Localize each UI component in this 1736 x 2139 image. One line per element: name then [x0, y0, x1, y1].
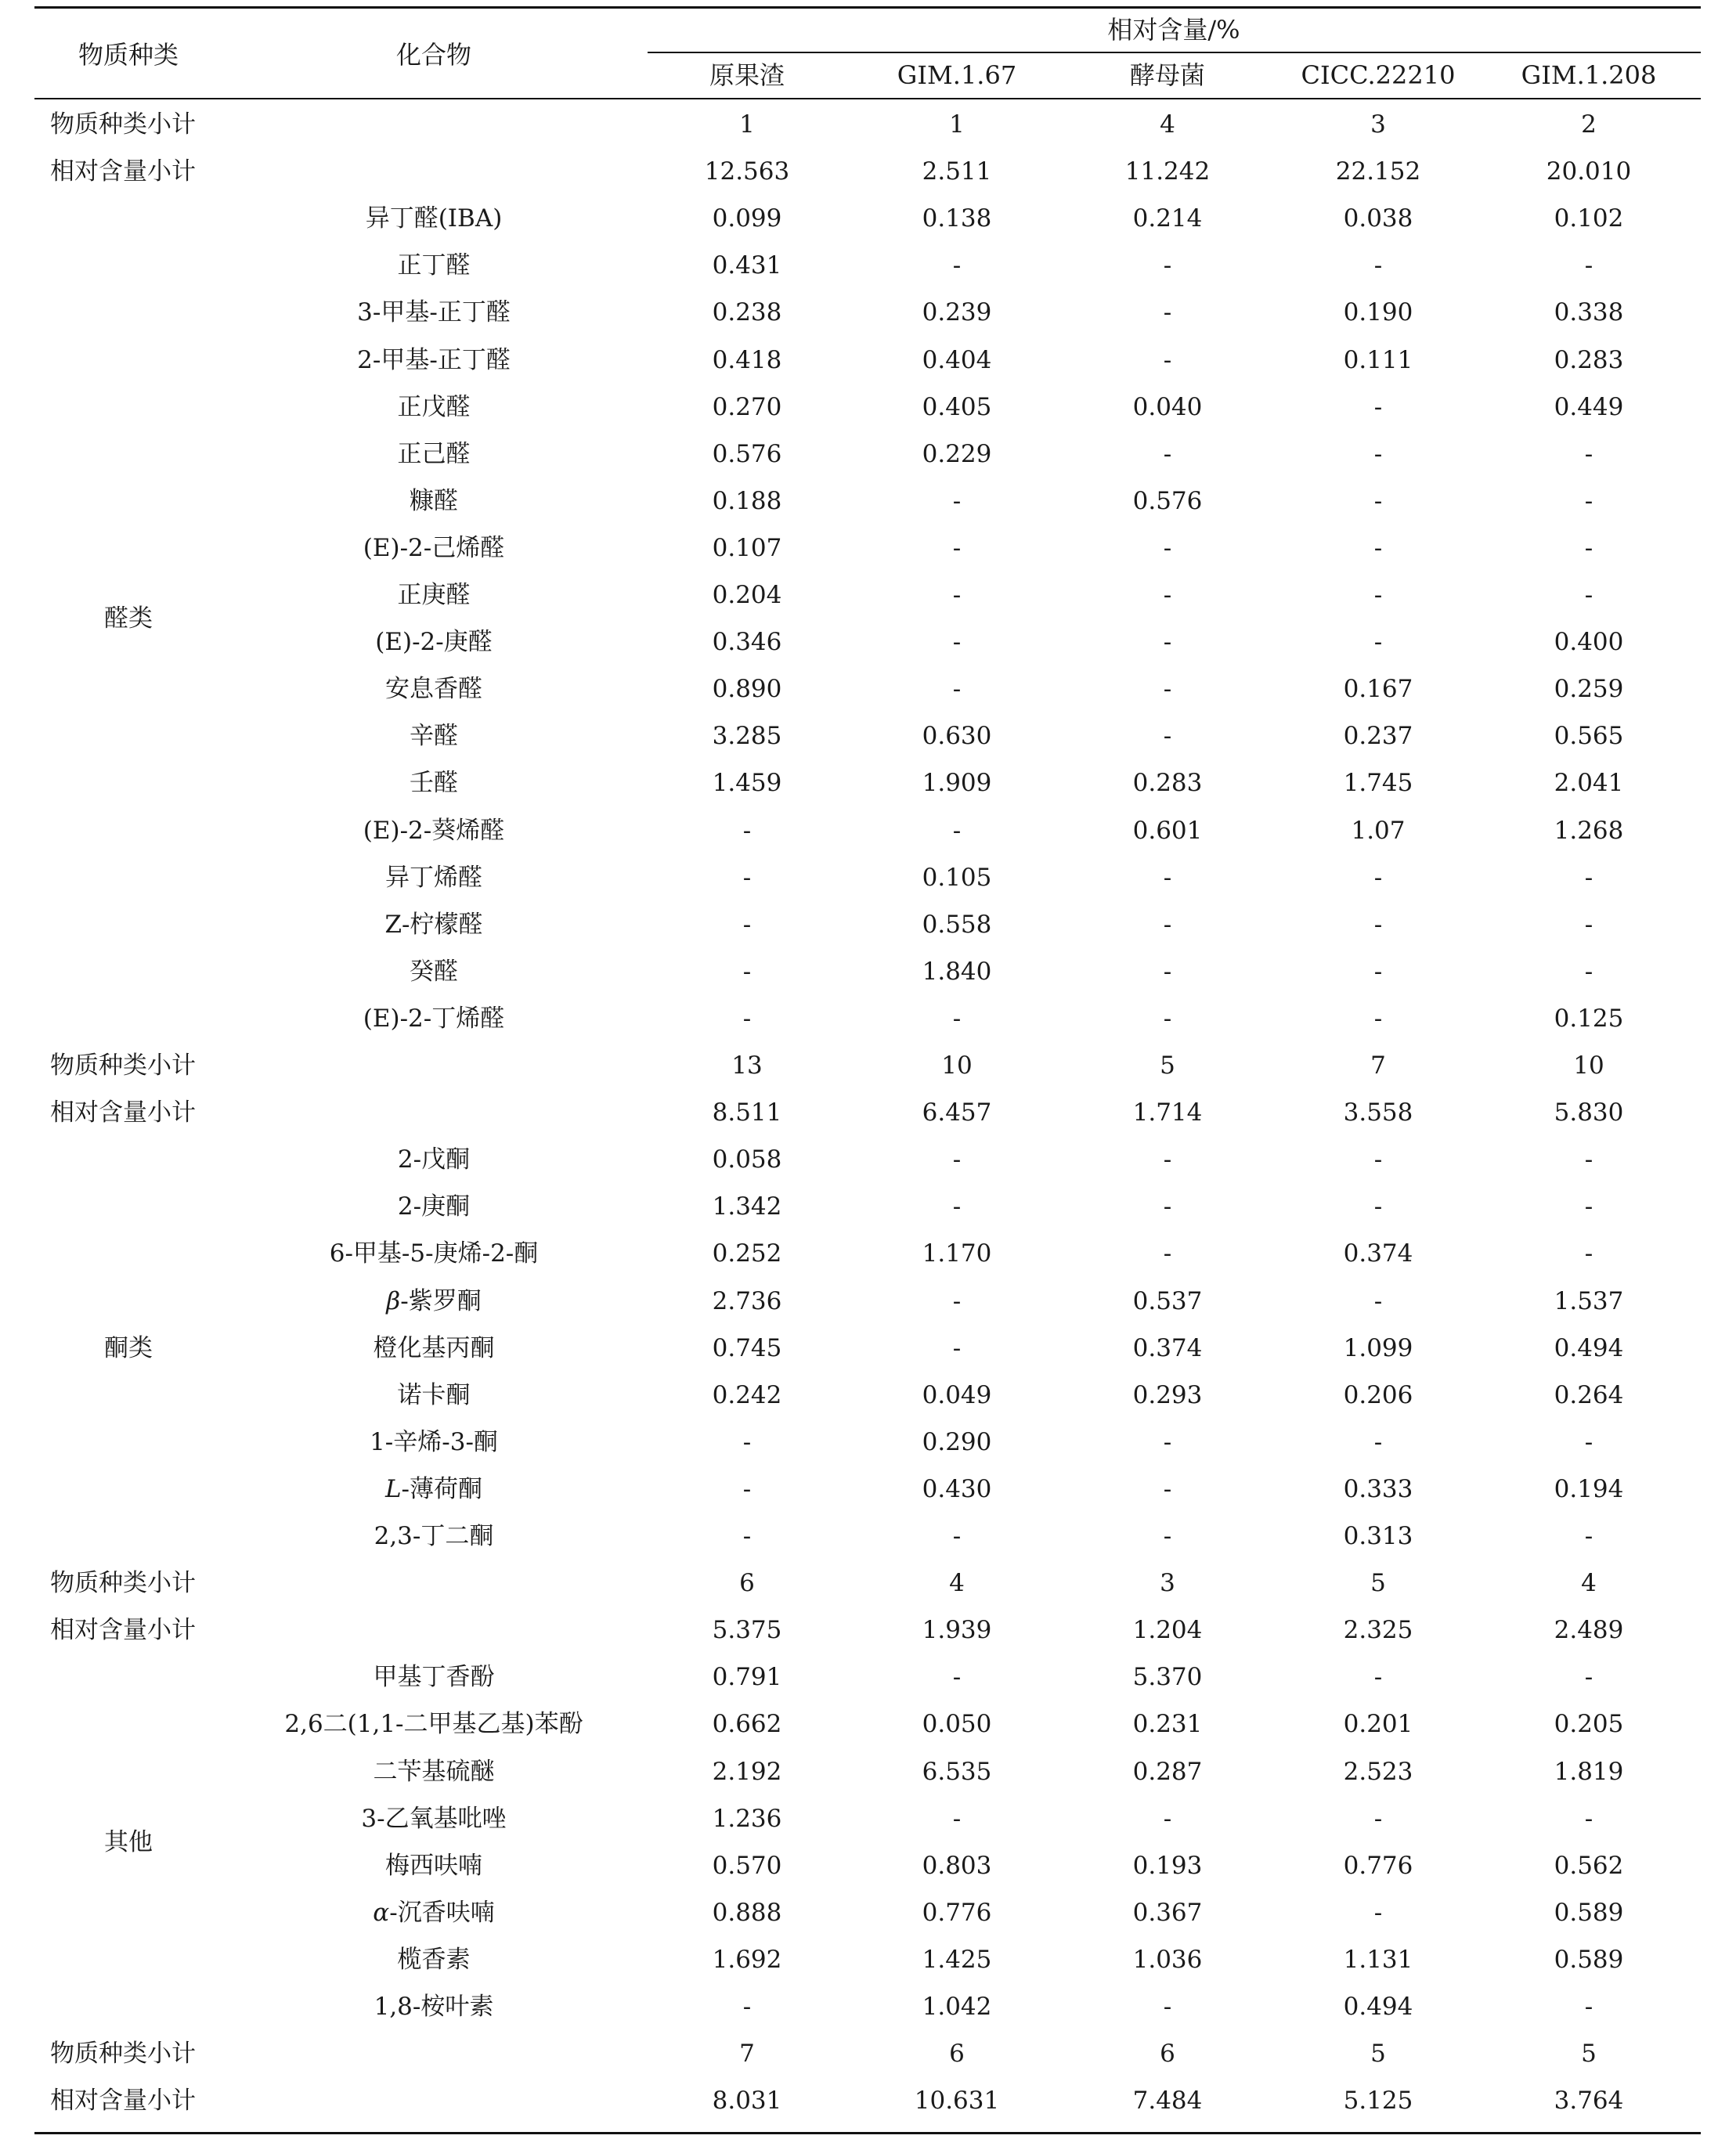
value-cell: -	[1163, 628, 1172, 657]
bottom-rule	[34, 2132, 1701, 2134]
compound-name: 二苄基硫醚	[373, 1757, 495, 1786]
value-cell: 0.105	[922, 863, 992, 892]
value-cell: 0.558	[922, 910, 992, 939]
value-cell: -	[1163, 957, 1172, 986]
compound-name	[386, 1286, 482, 1315]
value-cell: 2.511	[922, 157, 992, 186]
value-cell: 4	[949, 1569, 965, 1598]
value-cell: 0.188	[712, 486, 782, 515]
value-cell: 6.535	[922, 1757, 992, 1786]
value-cell: -	[742, 1474, 752, 1503]
value-cell: 5.375	[712, 1616, 782, 1645]
value-cell: 0.058	[712, 1145, 782, 1174]
value-cell: 10.631	[914, 2087, 1000, 2116]
value-cell: 5.370	[1132, 1663, 1203, 1692]
value-cell: 1.459	[712, 769, 782, 798]
value-cell: 0.206	[1343, 1380, 1413, 1409]
value-cell: -	[1373, 1286, 1383, 1315]
value-cell: -	[1584, 1145, 1593, 1174]
value-cell: 3	[1370, 110, 1386, 139]
value-cell: -	[1584, 581, 1593, 609]
subtotal-label: 物质种类小计	[50, 2040, 196, 2069]
value-cell: -	[952, 1192, 962, 1221]
value-cell: 0.346	[712, 628, 782, 657]
value-cell: -	[952, 1663, 962, 1692]
value-cell: 5	[1370, 1569, 1386, 1598]
value-cell: -	[1373, 1804, 1383, 1833]
value-cell: 4	[1581, 1569, 1597, 1598]
value-cell: -	[952, 533, 962, 562]
value-cell: 3.285	[712, 722, 782, 751]
value-cell: -	[1373, 392, 1383, 421]
value-cell: -	[1584, 863, 1593, 892]
value-cell: -	[742, 1993, 752, 2021]
value-cell: -	[1163, 1192, 1172, 1221]
value-cell: 0.537	[1132, 1286, 1203, 1315]
value-cell: -	[1373, 251, 1383, 280]
value-cell: 2.192	[712, 1757, 782, 1786]
compound-name: 3-乙氧基吡唑	[361, 1804, 507, 1833]
subtotal-label: 相对含量小计	[50, 1098, 196, 1127]
value-cell: 1.909	[922, 769, 992, 798]
value-cell: -	[952, 1145, 962, 1174]
value-cell: -	[1373, 1004, 1383, 1033]
sample-header: GIM.1.208	[1521, 60, 1657, 90]
value-cell: 0.313	[1343, 1522, 1413, 1550]
value-cell: 0.264	[1554, 1380, 1624, 1409]
value-cell: 0.239	[922, 298, 992, 327]
compound-name: 2-甲基-正丁醛	[357, 345, 511, 374]
value-cell: 0.287	[1132, 1757, 1203, 1786]
value-cell: 0.338	[1554, 298, 1624, 327]
value-cell: 0.238	[712, 298, 782, 327]
value-cell: 1.268	[1554, 816, 1624, 845]
value-cell: 0.418	[712, 345, 782, 374]
value-cell: -	[1163, 439, 1172, 468]
value-cell: -	[1373, 1427, 1383, 1456]
value-cell: 5	[1160, 1051, 1175, 1080]
value-cell: 0.038	[1343, 204, 1413, 233]
value-cell: -	[742, 863, 752, 892]
value-cell: -	[1584, 1993, 1593, 2021]
value-cell: 20.010	[1546, 157, 1632, 186]
value-cell: 0.430	[922, 1474, 992, 1503]
value-cell: 1.342	[712, 1192, 782, 1221]
header-compound: 化合物	[395, 40, 472, 70]
value-cell: -	[1584, 439, 1593, 468]
value-cell: 0.050	[922, 1710, 992, 1739]
value-cell: 1.170	[922, 1239, 992, 1268]
value-cell: -	[1373, 628, 1383, 657]
value-cell: 3.558	[1343, 1098, 1413, 1127]
value-cell: 11.242	[1124, 157, 1211, 186]
value-cell: -	[1163, 251, 1172, 280]
value-cell: 6	[949, 2040, 965, 2069]
subtotal-label: 相对含量小计	[50, 157, 196, 186]
value-cell: 0.111	[1343, 345, 1413, 374]
group-label: 其他	[104, 1827, 153, 1856]
value-cell: 1.07	[1351, 816, 1406, 845]
value-cell: -	[742, 1427, 752, 1456]
value-cell: 1.131	[1343, 1945, 1413, 1974]
value-cell: 2.489	[1554, 1616, 1624, 1645]
value-cell: -	[1163, 1145, 1172, 1174]
compound-name: 正丁醛	[397, 251, 471, 280]
value-cell: 1.819	[1554, 1757, 1624, 1786]
value-cell: 0.138	[922, 204, 992, 233]
value-cell: 0.293	[1132, 1380, 1203, 1409]
compound-name: 3-甲基-正丁醛	[357, 298, 511, 327]
value-cell: -	[1163, 1804, 1172, 1833]
value-cell: 0.201	[1343, 1710, 1413, 1739]
subtotal-label: 物质种类小计	[50, 110, 196, 139]
value-cell: 0.565	[1554, 722, 1624, 751]
value-cell: -	[952, 628, 962, 657]
value-cell: -	[1163, 863, 1172, 892]
value-cell: -	[1584, 533, 1593, 562]
value-cell: 0.745	[712, 1333, 782, 1362]
value-cell: 0.193	[1132, 1851, 1203, 1880]
value-cell: -	[1163, 581, 1172, 609]
compound-name: 榄香素	[397, 1945, 471, 1974]
value-cell: 0.205	[1554, 1710, 1624, 1739]
value-cell: -	[1584, 1522, 1593, 1550]
sample-header: CICC.22210	[1301, 60, 1456, 90]
value-cell: 1.036	[1132, 1945, 1203, 1974]
value-cell: 1.099	[1343, 1333, 1413, 1362]
compound-name: 正己醛	[397, 439, 471, 468]
compound-prefix: β	[386, 1286, 401, 1315]
value-cell: 0.562	[1554, 1851, 1624, 1880]
value-cell: 1.939	[922, 1616, 992, 1645]
value-cell: 8.511	[712, 1098, 782, 1127]
value-cell: 12.563	[704, 157, 790, 186]
value-cell: 0.576	[712, 439, 782, 468]
value-cell: -	[1163, 1427, 1172, 1456]
value-cell: 0.890	[712, 675, 782, 704]
compound-name: 异丁烯醛	[385, 863, 482, 892]
value-cell: -	[1163, 1993, 1172, 2021]
value-cell: 1.840	[922, 957, 992, 986]
compound-name: 安息香醛	[385, 675, 482, 704]
compound-name: 甲基丁香酚	[373, 1663, 495, 1692]
value-cell: 13	[731, 1051, 763, 1080]
value-cell: 5.830	[1554, 1098, 1624, 1127]
value-cell: 0.662	[712, 1710, 782, 1739]
value-cell: -	[1163, 1004, 1172, 1033]
value-cell: 0.242	[712, 1380, 782, 1409]
value-cell: 0.214	[1132, 204, 1203, 233]
value-cell: 0.494	[1343, 1993, 1413, 2021]
sample-header: 原果渣	[709, 60, 785, 90]
value-cell: 0.404	[922, 345, 992, 374]
value-cell: 2	[1581, 110, 1597, 139]
value-cell: 0.374	[1132, 1333, 1203, 1362]
value-cell: -	[1163, 1522, 1172, 1550]
value-cell: -	[1584, 910, 1593, 939]
sample-header: 酵母菌	[1129, 60, 1206, 90]
value-cell: 0.374	[1343, 1239, 1413, 1268]
top-rule	[34, 6, 1701, 9]
value-cell: 0.400	[1554, 628, 1624, 657]
value-cell: 0.630	[922, 722, 992, 751]
value-cell: -	[1584, 1663, 1593, 1692]
value-cell: -	[1584, 1427, 1593, 1456]
value-cell: -	[1584, 1239, 1593, 1268]
value-cell: -	[1373, 1192, 1383, 1221]
value-cell: 2.736	[712, 1286, 782, 1315]
compound-name	[384, 1474, 483, 1503]
subtotal-label: 相对含量小计	[50, 1616, 196, 1645]
value-cell: -	[742, 1522, 752, 1550]
value-cell: -	[742, 957, 752, 986]
compound-name: 1,8-桉叶素	[374, 1993, 494, 2021]
value-cell: 0.431	[712, 251, 782, 280]
value-cell: -	[742, 816, 752, 845]
compound-name: 1-辛烯-3-酮	[370, 1427, 498, 1456]
value-cell: 0.449	[1554, 392, 1624, 421]
value-cell: 0.290	[922, 1427, 992, 1456]
value-cell: -	[1373, 1663, 1383, 1692]
value-cell: -	[952, 581, 962, 609]
value-cell: 2.041	[1554, 769, 1624, 798]
value-cell: 0.107	[712, 533, 782, 562]
value-cell: -	[1373, 957, 1383, 986]
value-cell: 6	[1160, 2040, 1175, 2069]
compound-name: 6-甲基-5-庚烯-2-酮	[329, 1239, 539, 1268]
subtotal-label: 相对含量小计	[50, 2087, 196, 2116]
compound-name: 梅西呋喃	[385, 1851, 482, 1880]
value-cell: -	[1584, 1804, 1593, 1833]
value-cell: -	[952, 1004, 962, 1033]
value-cell: 0.494	[1554, 1333, 1624, 1362]
value-cell: -	[1163, 722, 1172, 751]
value-cell: 0.405	[922, 392, 992, 421]
compound-name: 辛醛	[410, 722, 458, 751]
value-cell: -	[1163, 910, 1172, 939]
compound-rest: -紫罗酮	[400, 1286, 482, 1315]
value-cell: -	[742, 1004, 752, 1033]
value-cell: 2.523	[1343, 1757, 1413, 1786]
value-cell: -	[952, 1522, 962, 1550]
group-label: 醛类	[104, 604, 153, 633]
value-cell: 1.236	[712, 1804, 782, 1833]
value-cell: 7.484	[1132, 2087, 1203, 2116]
value-cell: -	[952, 1286, 962, 1315]
value-cell: 0.190	[1343, 298, 1413, 327]
compound-rest: -薄荷酮	[401, 1474, 483, 1503]
value-cell: 4	[1160, 110, 1175, 139]
value-cell: 0.601	[1132, 816, 1203, 845]
value-cell: -	[1373, 910, 1383, 939]
value-cell: 6	[739, 1569, 755, 1598]
value-cell: -	[1163, 675, 1172, 704]
value-cell: 1	[739, 110, 755, 139]
value-cell: 0.333	[1343, 1474, 1413, 1503]
value-cell: -	[1373, 1145, 1383, 1174]
compound-name: 糠醛	[410, 486, 458, 515]
value-cell: -	[952, 816, 962, 845]
value-cell: -	[952, 486, 962, 515]
value-cell: 0.803	[922, 1851, 992, 1880]
value-cell: -	[952, 1804, 962, 1833]
value-cell: 0.049	[922, 1380, 992, 1409]
compound-name	[373, 1898, 495, 1927]
value-cell: 1.745	[1343, 769, 1413, 798]
value-cell: 0.229	[922, 439, 992, 468]
value-cell: 7	[1370, 1051, 1386, 1080]
value-cell: 1	[949, 110, 965, 139]
value-cell: 1.425	[922, 1945, 992, 1974]
value-cell: 0.102	[1554, 204, 1624, 233]
value-cell: 0.283	[1554, 345, 1624, 374]
value-cell: 7	[739, 2040, 755, 2069]
value-cell: 0.367	[1132, 1898, 1203, 1927]
header-relative-content: 相对含量/%	[1107, 15, 1240, 45]
value-cell: 0.570	[712, 1851, 782, 1880]
value-cell: -	[1373, 439, 1383, 468]
compound-name: 2-戊酮	[397, 1145, 471, 1174]
value-cell: 0.237	[1343, 722, 1413, 751]
value-cell: 0.099	[712, 204, 782, 233]
value-cell: 0.589	[1554, 1945, 1624, 1974]
compound-name: Z-柠檬醛	[384, 910, 483, 939]
compound-name: (E)-2-葵烯醛	[363, 816, 505, 845]
compound-name: 正庚醛	[397, 581, 471, 609]
value-cell: 0.576	[1132, 486, 1203, 515]
header-bottom-rule	[34, 98, 1701, 99]
group-label: 酮类	[104, 1333, 153, 1362]
value-cell: 3.764	[1554, 2087, 1624, 2116]
compound-name: 正戊醛	[397, 392, 471, 421]
value-cell: 0.283	[1132, 769, 1203, 798]
value-cell: 0.204	[712, 581, 782, 609]
value-cell: 0.776	[922, 1898, 992, 1927]
value-cell: -	[952, 1333, 962, 1362]
value-cell: -	[952, 251, 962, 280]
compound-prefix: α	[373, 1898, 390, 1927]
compound-name: (E)-2-己烯醛	[363, 533, 505, 562]
group-header-rule	[648, 52, 1701, 53]
value-cell: -	[1373, 581, 1383, 609]
value-cell: 10	[1573, 1051, 1604, 1080]
compound-name: 诺卡酮	[397, 1380, 471, 1409]
compound-name: (E)-2-庚醛	[375, 628, 493, 657]
value-cell: -	[1373, 863, 1383, 892]
value-cell: -	[1373, 486, 1383, 515]
value-cell: -	[1584, 486, 1593, 515]
value-cell: -	[1584, 957, 1593, 986]
value-cell: 0.252	[712, 1239, 782, 1268]
value-cell: 0.167	[1343, 675, 1413, 704]
value-cell: 22.152	[1335, 157, 1421, 186]
value-cell: 1.537	[1554, 1286, 1624, 1315]
value-cell: 5	[1581, 2040, 1597, 2069]
compound-name: 壬醛	[410, 769, 458, 798]
value-cell: -	[1163, 345, 1172, 374]
value-cell: 0.888	[712, 1898, 782, 1927]
value-cell: 3	[1160, 1569, 1175, 1598]
value-cell: 0.791	[712, 1663, 782, 1692]
value-cell: -	[1163, 1474, 1172, 1503]
value-cell: -	[1163, 1239, 1172, 1268]
value-cell: 6.457	[922, 1098, 992, 1127]
value-cell: -	[952, 675, 962, 704]
value-cell: 0.194	[1554, 1474, 1624, 1503]
value-cell: -	[742, 910, 752, 939]
compound-name: 橙化基丙酮	[373, 1333, 495, 1362]
value-cell: -	[1373, 533, 1383, 562]
value-cell: 0.231	[1132, 1710, 1203, 1739]
value-cell: 0.040	[1132, 392, 1203, 421]
compound-prefix: L	[384, 1474, 402, 1503]
compound-name: 异丁醛(IBA)	[365, 204, 503, 233]
value-cell: 5	[1370, 2040, 1386, 2069]
value-cell: -	[1163, 533, 1172, 562]
value-cell: 2.325	[1343, 1616, 1413, 1645]
value-cell: -	[1373, 1898, 1383, 1927]
value-cell: 1.042	[922, 1993, 992, 2021]
compound-name: 癸醛	[410, 957, 458, 986]
sample-header: GIM.1.67	[897, 60, 1017, 90]
value-cell: 0.776	[1343, 1851, 1413, 1880]
value-cell: 1.714	[1132, 1098, 1203, 1127]
value-cell: 0.259	[1554, 675, 1624, 704]
subtotal-label: 物质种类小计	[50, 1569, 196, 1598]
value-cell: -	[1584, 1192, 1593, 1221]
value-cell: 0.270	[712, 392, 782, 421]
value-cell: -	[1584, 251, 1593, 280]
header-class: 物质种类	[78, 40, 179, 70]
value-cell: 8.031	[712, 2087, 782, 2116]
compound-rest: -沉香呋喃	[389, 1898, 495, 1927]
value-cell: 1.692	[712, 1945, 782, 1974]
value-cell: 0.125	[1554, 1004, 1624, 1033]
compound-name: 2,3-丁二酮	[374, 1522, 494, 1550]
value-cell: 5.125	[1343, 2087, 1413, 2116]
compound-name: 2,6二(1,1-二甲基乙基)苯酚	[284, 1710, 583, 1739]
compound-name: 2-庚酮	[397, 1192, 471, 1221]
value-cell: 1.204	[1132, 1616, 1203, 1645]
compound-name: (E)-2-丁烯醛	[363, 1004, 505, 1033]
value-cell: 0.589	[1554, 1898, 1624, 1927]
subtotal-label: 物质种类小计	[50, 1051, 196, 1080]
value-cell: 10	[941, 1051, 973, 1080]
value-cell: -	[1163, 298, 1172, 327]
